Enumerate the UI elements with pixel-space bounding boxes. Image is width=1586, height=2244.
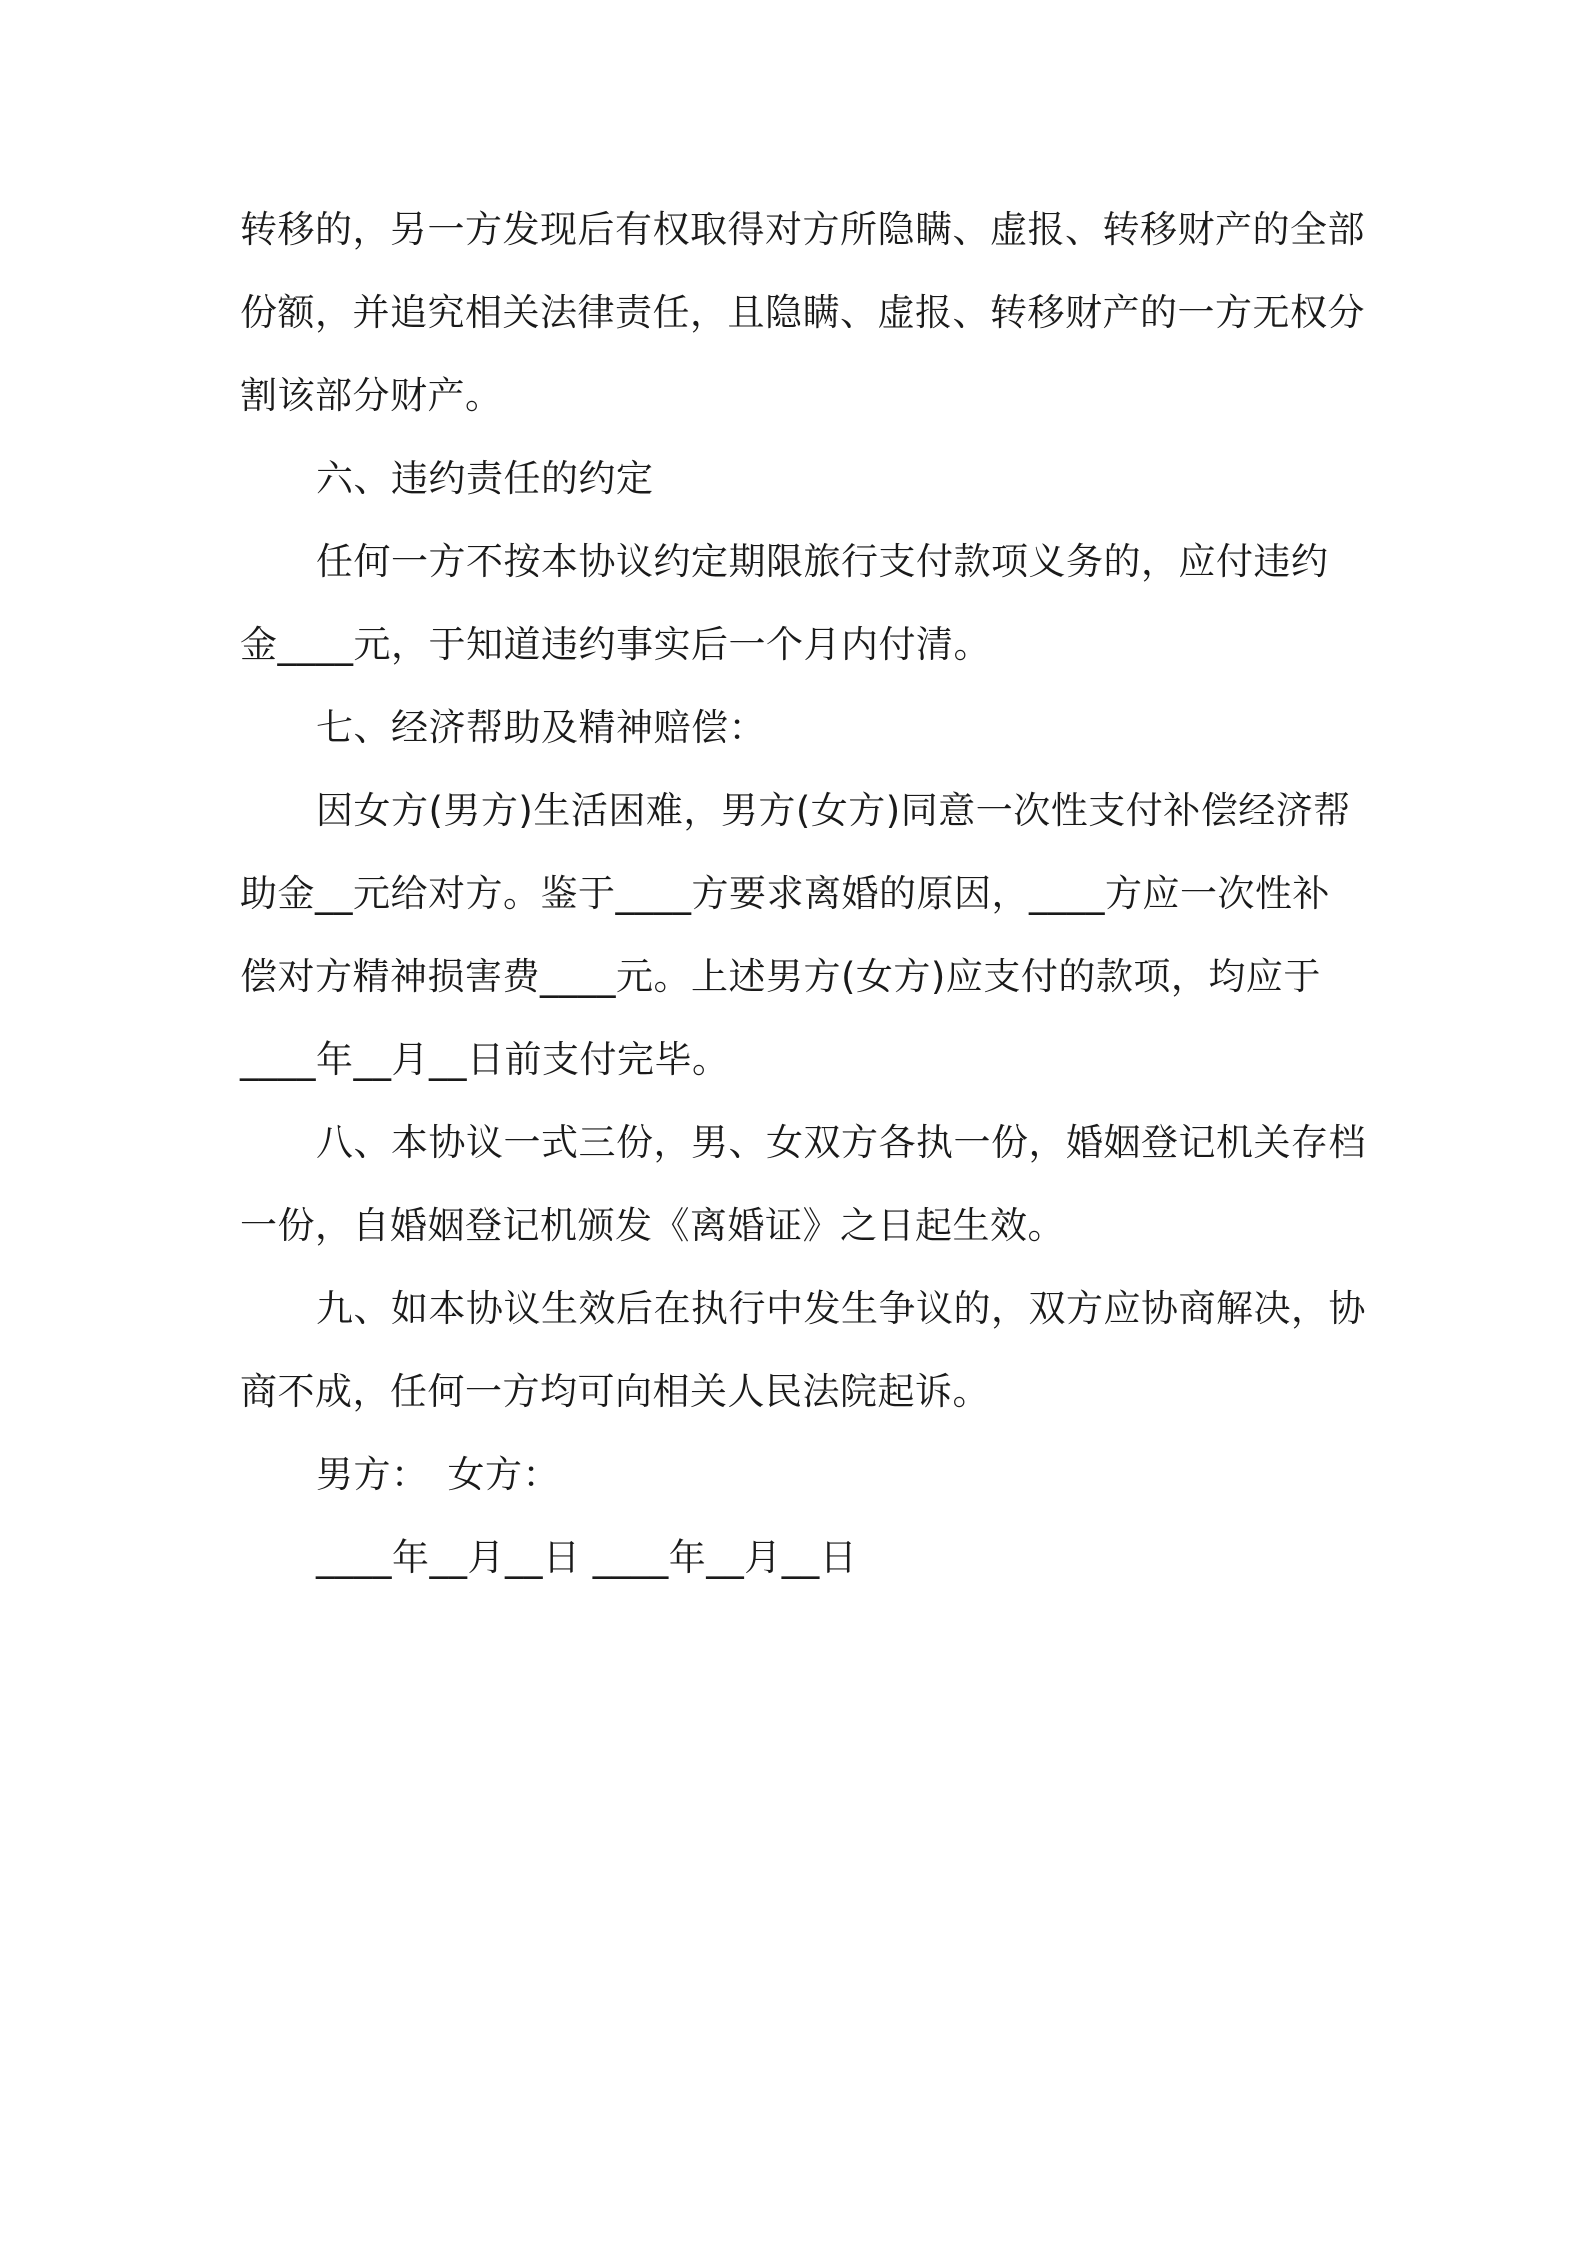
paragraph-line: 割该部分财产。 xyxy=(240,374,503,417)
paragraph-line: ____年__月__日前支付完毕。 xyxy=(240,1038,730,1081)
paragraph-line: 因女方(男方)生活困难，男方(女方)同意一次性支付补偿经济帮 xyxy=(316,789,1351,832)
paragraph-line: 一份，自婚姻登记机颁发《离婚证》之日起生效。 xyxy=(240,1204,1065,1247)
paragraph-line: 偿对方精神损害费____元。上述男方(女方)应支付的款项，均应于 xyxy=(240,955,1321,998)
paragraph-line: 转移的，另一方发现后有权取得对方所隐瞒、虚报、转移财产的全部 xyxy=(240,208,1365,251)
section-clause-9: 九、如本协议生效后在执行中发生争议的，双方应协商解决，协 xyxy=(316,1287,1366,1330)
paragraph-line: 助金__元给对方。鉴于____方要求离婚的原因，____方应一次性补 xyxy=(240,872,1330,915)
paragraph-line: 任何一方不按本协议约定期限旅行支付款项义务的，应付违约 xyxy=(316,540,1329,583)
paragraph-line: 商不成，任何一方均可向相关人民法院起诉。 xyxy=(240,1370,990,1413)
signature-dates: ____年__月__日 ____年__月__日 xyxy=(316,1536,858,1579)
section-heading-7: 七、经济帮助及精神赔偿： xyxy=(316,706,766,749)
section-heading-6: 六、违约责任的约定 xyxy=(316,457,654,500)
paragraph-line: 份额，并追究相关法律责任，且隐瞒、虚报、转移财产的一方无权分 xyxy=(240,291,1365,334)
signature-labels: 男方： 女方： xyxy=(316,1453,560,1496)
section-clause-8: 八、本协议一式三份，男、女双方各执一份，婚姻登记机关存档 xyxy=(316,1121,1366,1164)
paragraph-line: 金____元，于知道违约事实后一个月内付清。 xyxy=(240,623,991,666)
